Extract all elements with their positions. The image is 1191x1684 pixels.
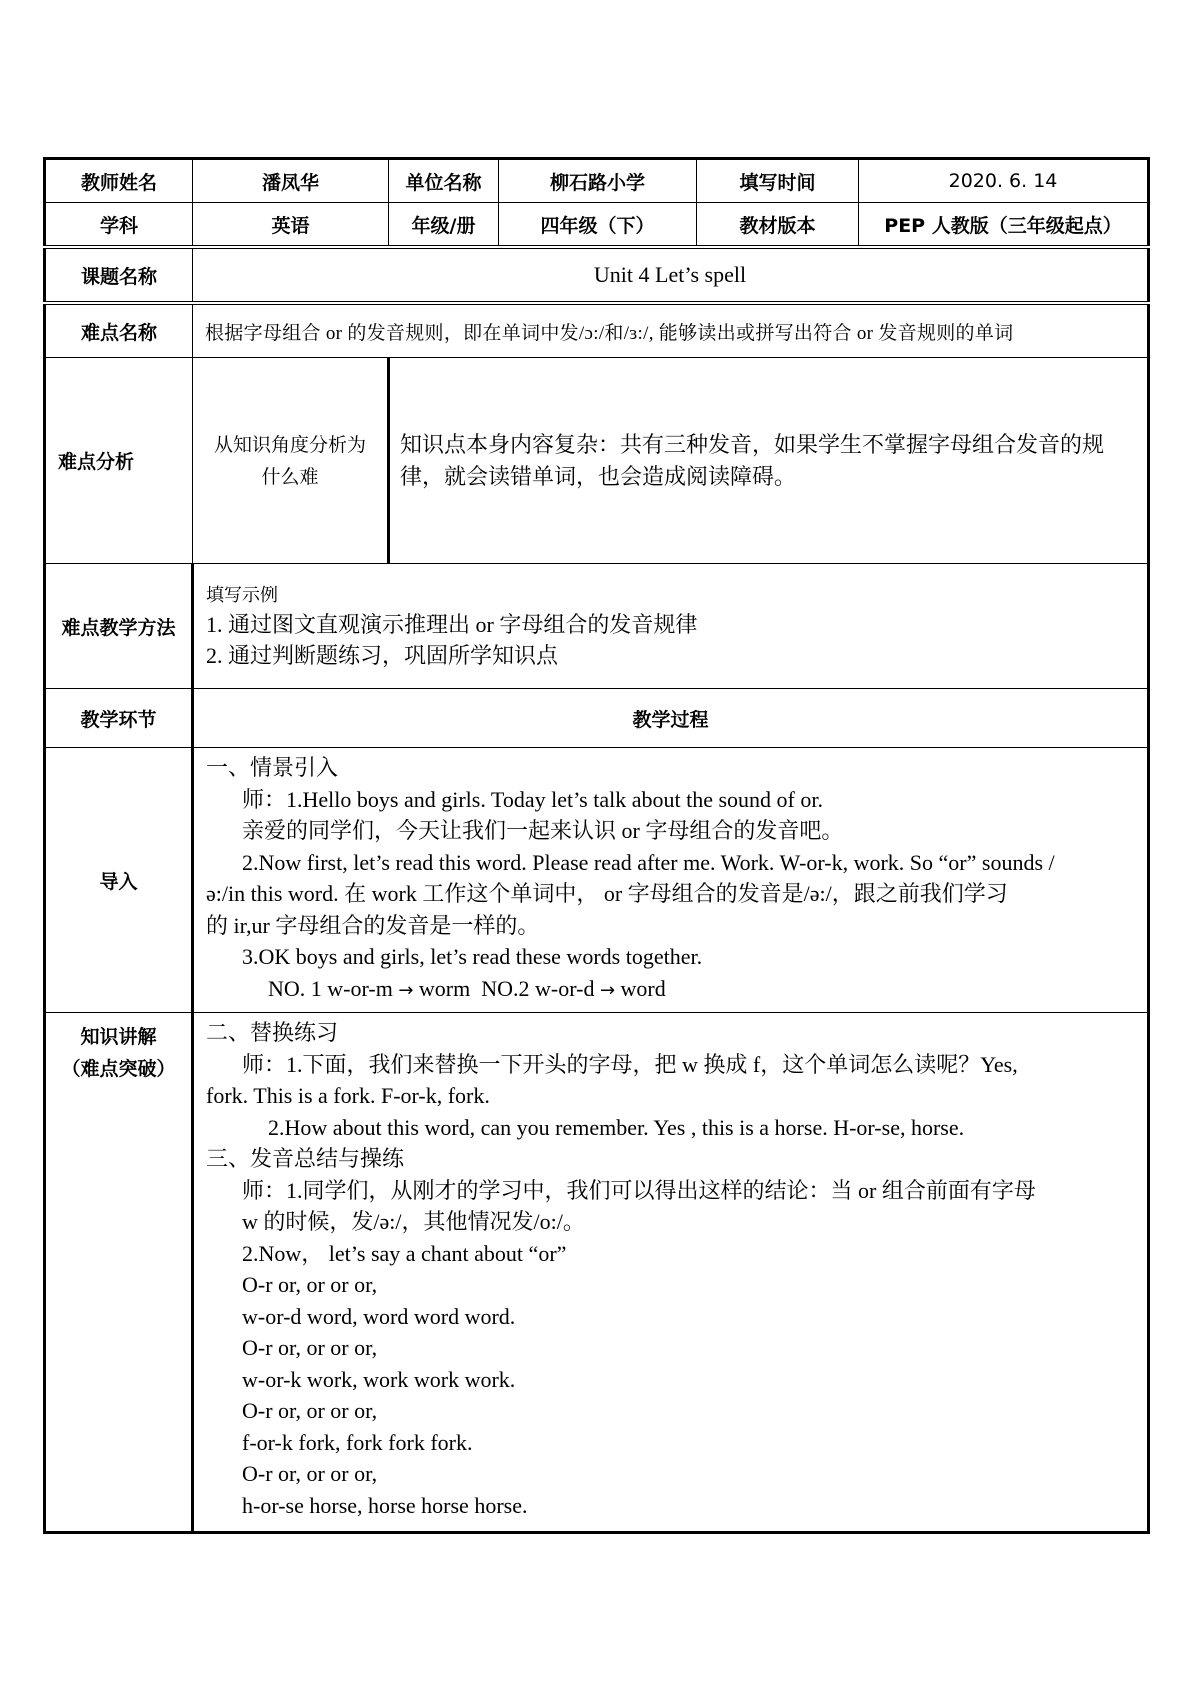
edition-label: 教材版本 [697,203,859,248]
intro-line: 师：1.Hello boys and girls. Today let’s talk about the sound of or. [242,786,823,812]
lesson-plan-table [43,157,1150,1534]
method-example: 填写示例 [206,585,278,605]
process-header-row [45,689,1149,748]
chant-line: O-r or, or or or, [242,1461,378,1486]
chant-line: f-or-k fork, fork fork fork. [242,1429,473,1455]
analysis-row [45,358,1149,564]
word-no2: word [620,975,666,1001]
arrow-right-icon: → [398,979,414,1001]
method-content [193,564,1149,689]
intro-content [193,748,1149,1013]
difficulty-label: 难点名称 [45,303,193,358]
intro-line: 2.Now first, let’s read this word. Please read after me. Work. W-or-k, work. So “or” sounds / [242,849,1055,875]
explain-row [45,1013,1149,1533]
chant-line: w-or-k work, work work work. [242,1366,516,1392]
method-label: 难点教学方法 [45,564,193,689]
analysis-sub-label: 从知识角度分析为什么难 [193,358,389,564]
method-item: 2. 通过判断题练习，巩固所学知识点 [206,643,559,668]
teacher-name-value: 潘凤华 [193,159,389,203]
chant-line: w-or-d word, word word word. [242,1303,516,1329]
intro-section-title: 一、情景引入 [206,755,339,780]
header-row-2 [45,203,1149,248]
lesson-plan-form [43,157,1147,1534]
fill-date-label: 填写时间 [697,159,859,203]
subject-label: 学科 [45,203,193,248]
explain-line: 师：1.同学们，从刚才的学习中，我们可以得出这样的结论：当 or 组合前面有字母 [242,1177,1036,1203]
subject-value: 英语 [193,203,389,248]
analysis-text: 知识点本身内容复杂：共有三种发音，如果学生不掌握字母组合发音的规律，就会读错单词，也会造成阅读障碍。 [389,358,1149,564]
explain-line: 2.How about this word, can you remember. Yes , this is a horse. H-or-se, horse. [268,1114,965,1140]
process-stage-label: 教学环节 [45,689,193,748]
explain-section-title: 三、发音总结与操练 [206,1146,405,1171]
edition-value: PEP 人教版（三年级起点） [859,203,1149,248]
intro-row [45,748,1149,1013]
method-item: 1. 通过图文直观演示推理出 or 字母组合的发音规律 [206,612,698,637]
explain-line: 师：1.下面，我们来替换一下开头的字母，把 w 换成 f，这个单词怎么读呢？Yes, [242,1051,1018,1077]
topic-row [45,247,1149,303]
chant-line: h-or-se horse, horse horse horse. [242,1492,528,1518]
word-no1-spelling: NO. 1 w-or-m [268,975,393,1001]
topic-value: Unit 4 Let’s spell [193,247,1149,303]
grade-label: 年级/册 [389,203,499,248]
explain-label-line1: 知识讲解 [80,1026,157,1048]
topic-label: 课题名称 [45,247,193,303]
word-no1: worm [418,975,471,1001]
fill-date-value: 2020. 6. 14 [859,159,1149,203]
explain-line: w 的时候，发/ə:/，其他情况发/o:/。 [242,1209,585,1234]
intro-line: ə:/in this word. 在 work 工作这个单词中， or 字母组合的发音是/ə:/，跟之前我们学习 [206,881,1008,906]
intro-line: 的 ir,ur 字母组合的发音是一样的。 [206,912,540,938]
intro-words-line [206,973,1135,1007]
explain-content [193,1013,1149,1533]
unit-name-value: 柳石路小学 [499,159,697,203]
explain-label-line2: （难点突破） [61,1058,176,1080]
chant-line: O-r or, or or or, [242,1335,378,1360]
unit-name-label: 单位名称 [389,159,499,203]
method-row [45,564,1149,689]
explain-label [45,1013,193,1533]
chant-line: O-r or, or or or, [242,1272,378,1297]
difficulty-value: 根据字母组合 or 的发音规则，即在单词中发/ɔ:/和/ɜ:/, 能够读出或拼写出符合 or 发音规则的单词 [193,303,1149,358]
explain-line: fork. This is a fork. F-or-k, fork. [206,1083,490,1108]
analysis-label: 难点分析 [45,358,193,564]
explain-section-title: 二、替换练习 [206,1020,339,1045]
header-row-1 [45,159,1149,203]
word-no2-spelling: NO.2 w-or-d [481,975,595,1001]
process-title: 教学过程 [193,689,1149,748]
teacher-name-label: 教师姓名 [45,159,193,203]
difficulty-row [45,303,1149,358]
intro-label: 导入 [45,748,193,1013]
intro-line: 3.OK boys and girls, let’s read these words together. [242,944,703,969]
explain-line: 2.Now， let’s say a chant about “or” [242,1240,567,1266]
intro-line: 亲爱的同学们，今天让我们一起来认识 or 字母组合的发音吧。 [242,818,844,843]
chant-line: O-r or, or or or, [242,1398,378,1423]
grade-value: 四年级（下） [499,203,697,248]
arrow-right-icon: → [599,979,616,1001]
